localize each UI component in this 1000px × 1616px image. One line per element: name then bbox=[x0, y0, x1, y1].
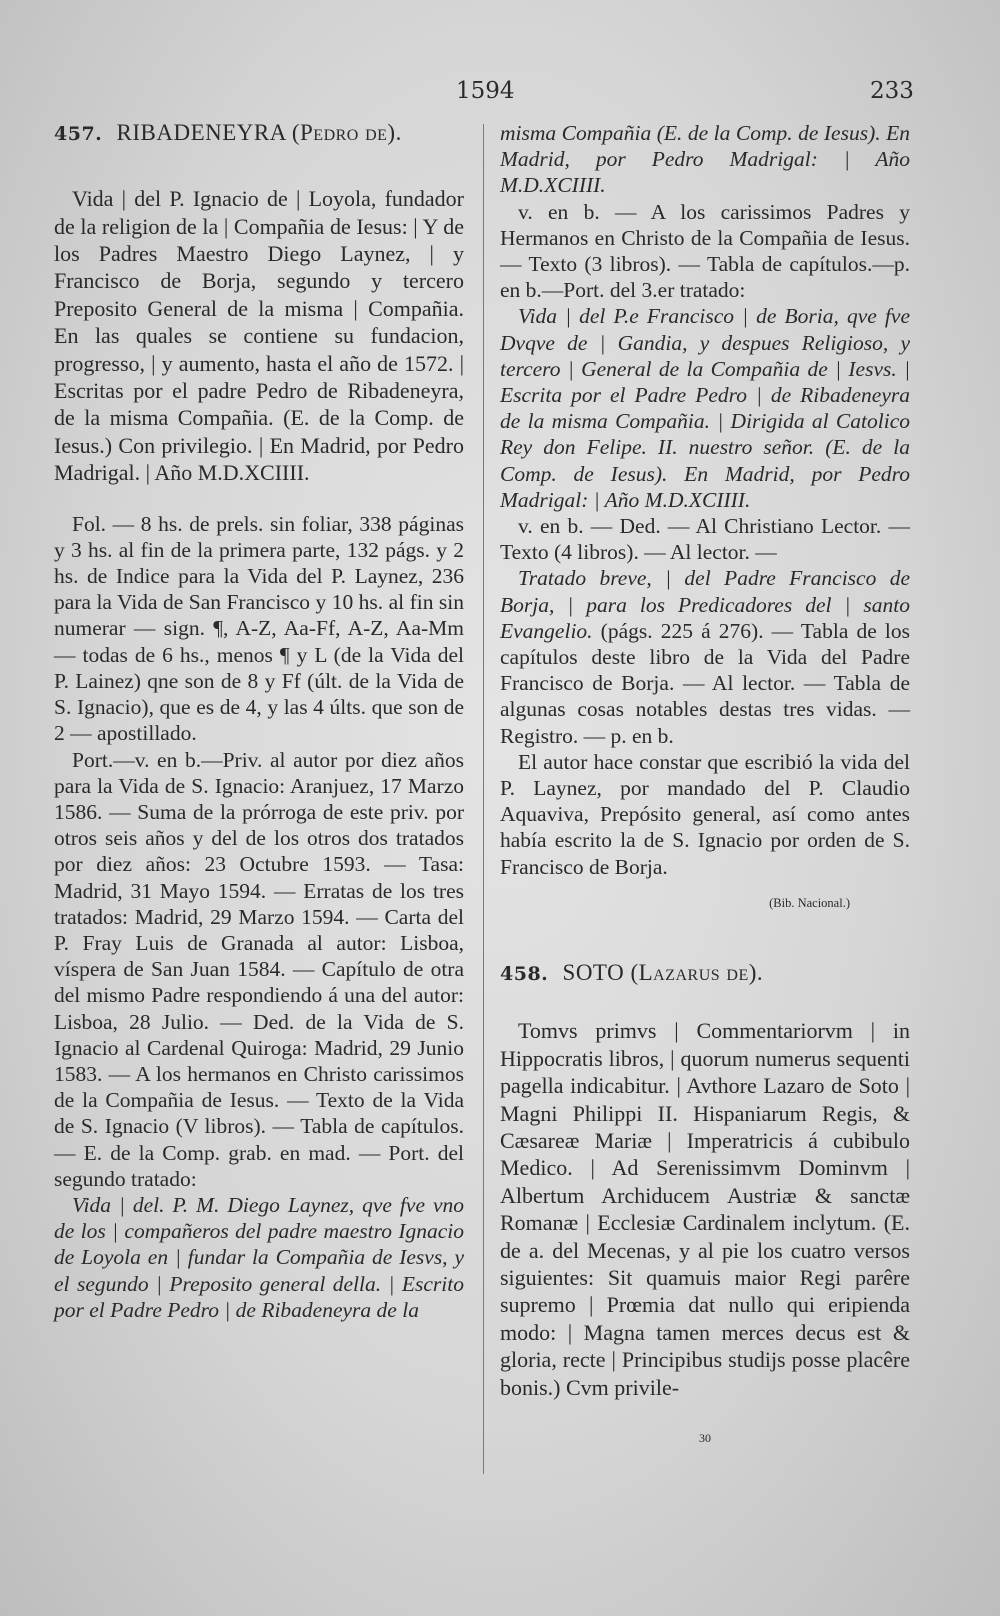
third-treatise-contents: v. en b. — Ded. — Al Christiano Lector. — Texto (4 libros). — Al lector. — bbox=[500, 514, 910, 565]
entry-author-forename-2: (Lazarus de). bbox=[630, 960, 764, 986]
book-title-transcription: Vida | del P. Ignacio de | Loyola, fundador de la religion de la | Compañia de Iesus: | Y de los Padres Maestro Diego Laynez, | y Francisco de Borja, segundo y tercero Preposito General de la misma | Compañia. En las quales se contiene su fundacion, progresso, | y aumento, hasta el año de 1572. | Escritas por el padre Pedro de Ribadeneyra, de la misma Compañia. (E. de la Comp. de Iesus.) Con privilegio. | En Madrid, por Pedro Madrigal. | Año M.D.XCIIII. bbox=[54, 186, 464, 486]
book-title-transcription-2: Tomvs primvs | Commentariorvm | in Hippocratis libros, | quorum numerus sequenti pagella indicabitur. | Avthore Lazaro de Soto | Magni Philippi II. Hispaniarum Regis, & Cæsareæ Mariæ | Imperatricis á cubibulo Medico. | Ad Serenissimvm Dominvm | Albertum Archiducem Austriæ & sanctæ Romanæ | Ecclesiæ Cardinalem inclytum. (E. de a. del Mecenas, y al pie los cuatro versos siguientes: Sit quamuis maior Regi parêre supremo | Prœmia dat nullo qui eripienda modo: | Magna tamen merces decus est & gloria, recte | Principibus studijs posse placêre bonis.) Cvm privile- bbox=[500, 1018, 910, 1400]
entry-author: RIBADENEYRA bbox=[116, 120, 286, 145]
column-divider bbox=[483, 124, 484, 1474]
contents-description: Port.—v. en b.—Priv. al autor por diez años para la Vida de S. Ignacio: Aranjuez, 17 Marzo 1586. — Suma de la prórroga de este priv. por otros seis años y del de los otros dos tratados por diez años: 23 Octubre 1593. — Tasa: Madrid, 31 Mayo 1594. — Erratas de los tres tratados: Madrid, 29 Marzo 1594. — Carta del P. Fray Luis de Granada al autor: Lisboa, víspera de San Juan 1584. — Capítulo de otra del mismo Padre respondiendo á una del autor: Lisboa, 28 Julio. — Ded. de la Vida de S. Ignacio al Cardenal Quiroga: Madrid, 29 Junio 1583. — A los hermanos en Christo carissimos de la Compañia de Iesus. — Texto de la Vida de S. Ignacio (V libros). — Tabla de capítulos. — E. de la Comp. grab. en mad. — Port. del segundo tratado: bbox=[54, 747, 464, 1191]
printer-signature-mark: 30 bbox=[699, 1430, 711, 1445]
author-note: El autor hace constar que escribió la vida del P. Laynez, por mandado del P. Claudio Aquaviva, Prepósito general, así como antes había escrito la de S. Ignacio por orden de S. Francisco de Borja. bbox=[500, 749, 910, 879]
running-header-year: 1594 bbox=[456, 78, 515, 104]
entry-heading-458 bbox=[500, 960, 910, 987]
fourth-treatise bbox=[500, 565, 910, 748]
left-column bbox=[54, 120, 464, 1323]
right-column bbox=[500, 120, 910, 1451]
entry-author-forename: (Pedro de). bbox=[291, 120, 402, 145]
third-treatise-title: Vida | del P.e Francisco | de Boria, qve fve Dvqve de | Gandia, y despues Religioso, y tercero | General de la Compañia de | Iesvs. | Escrita por el Padre Pedro | de Ribadeneyra de la misma Compañia. | Dirigida al Catolico Rey don Felipe. II. nuestro señor. (E. de la Comp. de Iesus). En Madrid, por Pedro Madrigal: | Año M.D.XCIIII. bbox=[500, 304, 910, 512]
second-treatise-contents: v. en b. — A los carissimos Padres y Hermanos en Christo de la Compañia de Iesus. — Texto (3 libros). — Tabla de capítulos.—p. en b.—Port. del 3.er tratado: bbox=[500, 199, 910, 303]
entry-author-2: SOTO bbox=[562, 960, 625, 986]
page-number: 233 bbox=[870, 78, 914, 104]
fourth-treatise-title: Tratado breve, | del Padre Francisco de Borja, | para los Predicadores del | santo Evangelio. bbox=[500, 566, 910, 643]
collation-description: Fol. — 8 hs. de prels. sin foliar, 338 páginas y 3 hs. al fin de la primera parte, 132 págs. y 2 hs. de Indice para la Vida del P. Laynez, 236 para la Vida de San Francisco y 10 hs. al fin sin numerar — sign. ¶, A-Z, Aa-Ff, A-Z, Aa-Mm — todas de 6 hs., menos ¶ y L (de la Vida del P. Lainez) qne son de 8 y Ff (últ. de la Vida de S. Ignacio), que es de 4, y las 4 últs. que son de 2 — apostillado. bbox=[54, 511, 464, 746]
fourth-treatise-contents: (págs. 225 á 276). — Tabla de los capítulos deste libro de la Vida del Padre Francisco de Borja. — Al lector. — Tabla de algunas cosas notables destas tres vidas. — Registro. — p. en b. bbox=[500, 618, 910, 748]
entry-number-2: 458. bbox=[500, 963, 549, 986]
second-treatise-title-continued: misma Compañia (E. de la Comp. de Iesus). En Madrid, por Pedro Madrigal: | Año M.D.XCIIII. bbox=[500, 121, 910, 198]
second-treatise-title: Vida | del. P. M. Diego Laynez, qve fve vno de los | compañeros del padre maestro Ignacio de Loyola en | fundar la Compañia de Iesvs, y el segundo | Preposito general della. | Escrito por el Padre Pedro | de Ribadeneyra de la bbox=[54, 1192, 464, 1322]
library-source: (Bib. Nacional.) bbox=[769, 895, 850, 910]
entry-heading-457 bbox=[54, 120, 464, 147]
entry-number: 457. bbox=[54, 123, 103, 145]
